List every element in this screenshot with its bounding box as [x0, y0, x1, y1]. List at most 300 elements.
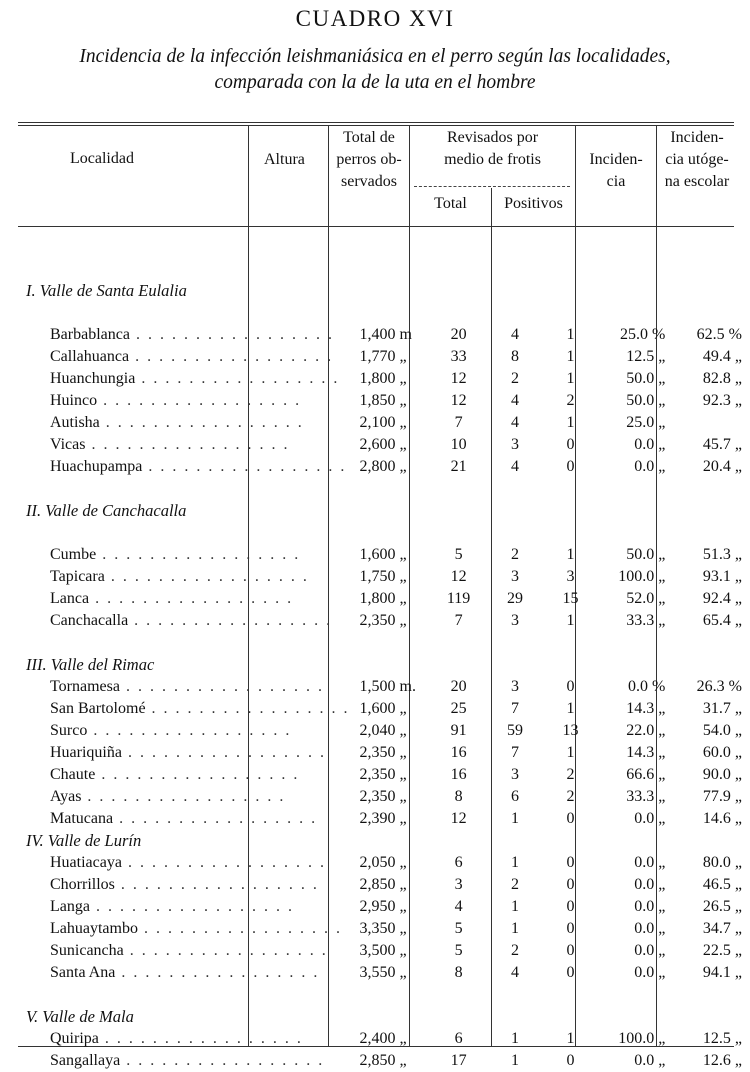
- locality-cell: [20, 412, 350, 434]
- locality-name: Autisha: [50, 414, 100, 431]
- locality-cell: [20, 720, 350, 742]
- leader-dots: . . . . . . . . . . . . . . . . .: [89, 590, 294, 607]
- examined-total-cell: 2: [511, 546, 519, 563]
- incidence-cell: 0.0 „: [634, 810, 666, 827]
- header-revisados-line1: Revisados por: [446, 129, 539, 146]
- uta-incidence-cell: 26.3 %: [696, 678, 742, 695]
- table-row: [20, 1028, 750, 1050]
- locality-name: Canchacalla: [50, 612, 129, 629]
- header-revisados-line2: medio de frotis: [444, 151, 541, 168]
- leader-dots: . . . . . . . . . . . . . . . . .: [129, 326, 334, 343]
- examined-total-cell: 1: [511, 1052, 519, 1069]
- locality-cell: [20, 676, 350, 698]
- altitude-cell: 1,850 „: [359, 392, 407, 409]
- incidence-cell: 50.0 „: [626, 392, 666, 409]
- uta-incidence-cell: 90.0 „: [702, 766, 742, 783]
- table-row: [20, 368, 750, 390]
- examined-total-cell: 8: [511, 348, 519, 365]
- locality-cell: [20, 368, 350, 390]
- locality-name: Huinco: [50, 392, 98, 409]
- locality-cell: [20, 786, 350, 808]
- incidence-cell: 0.0 „: [634, 898, 666, 915]
- uta-incidence-cell: 65.4 „: [702, 612, 742, 629]
- locality-name: Sangallaya: [50, 1052, 121, 1069]
- header-total-line2: perros ob-: [336, 151, 402, 168]
- examined-positive-cell: 0: [566, 436, 575, 453]
- table-row: [20, 918, 750, 940]
- leader-dots: . . . . . . . . . . . . . . . . .: [115, 964, 320, 981]
- uta-incidence-cell: 31.7 „: [702, 700, 742, 717]
- examined-positive-cell: 1: [566, 744, 575, 761]
- uta-incidence-cell: 77.9 „: [702, 788, 742, 805]
- uta-incidence-cell: 94.1 „: [702, 964, 742, 981]
- spacer-row: [20, 522, 750, 544]
- header-uta-line2: cia utóge-: [665, 151, 729, 168]
- leader-dots: . . . . . . . . . . . . . . . . .: [114, 876, 319, 893]
- spacer-row: [20, 478, 750, 500]
- leader-dots: . . . . . . . . . . . . . . . . .: [129, 348, 334, 365]
- locality-name: Cumbe: [50, 546, 97, 563]
- locality-name: Santa Ana: [50, 964, 116, 981]
- locality-cell: [20, 742, 350, 764]
- leader-dots: . . . . . . . . . . . . . . . . .: [123, 942, 328, 959]
- locality-cell: [20, 346, 350, 368]
- locality-cell: [20, 1028, 350, 1050]
- uta-incidence-cell: 34.7 „: [702, 920, 742, 937]
- locality-name: Chaute: [50, 766, 96, 783]
- total-dogs-cell: 7: [454, 414, 463, 431]
- locality-name: Langa: [50, 898, 90, 915]
- incidence-cell: 33.3 „: [626, 788, 666, 805]
- examined-positive-cell: 2: [566, 392, 575, 409]
- table-row: [20, 1050, 750, 1072]
- spacer-row: [20, 258, 750, 280]
- altitude-cell: 2,850 „: [359, 1052, 407, 1069]
- table-row: [20, 588, 750, 610]
- incidence-cell: 66.6 „: [626, 766, 666, 783]
- locality-cell: [20, 1050, 350, 1072]
- examined-total-cell: 4: [511, 392, 519, 409]
- locality-cell: [20, 962, 350, 984]
- leader-dots: . . . . . . . . . . . . . . . . .: [142, 458, 347, 475]
- table-subtitle: Incidencia de la infección leishmaniásica en el perro según las localidades, comparada con la de la uta en el hombre: [79, 46, 671, 93]
- examined-total-cell: 4: [511, 326, 519, 343]
- uta-incidence-cell: 46.5 „: [702, 876, 742, 893]
- uta-incidence-cell: 54.0 „: [702, 722, 742, 739]
- locality-name: Chorrillos: [50, 876, 115, 893]
- locality-name: Callahuanca: [50, 348, 130, 365]
- leader-dots: . . . . . . . . . . . . . . . . .: [121, 744, 326, 761]
- total-dogs-cell: 6: [454, 854, 463, 871]
- table-row: [20, 940, 750, 962]
- leader-dots: . . . . . . . . . . . . . . . . .: [96, 546, 301, 563]
- spacer-cell: [20, 632, 750, 654]
- leader-dots: . . . . . . . . . . . . . . . . .: [119, 678, 324, 695]
- locality-name: Tapicara: [50, 568, 105, 585]
- examined-positive-cell: 1: [566, 700, 575, 717]
- examined-total-cell: 2: [511, 876, 519, 893]
- altitude-cell: 1,750 „: [359, 568, 407, 585]
- total-dogs-cell: 20: [450, 326, 467, 343]
- section-heading: V. Valle de Mala: [26, 1007, 134, 1026]
- top-rule-2: [18, 125, 734, 126]
- incidence-cell: 25.0 „: [626, 414, 666, 431]
- uta-incidence-cell: 92.3 „: [702, 392, 742, 409]
- table-row: [20, 346, 750, 368]
- leader-dots: . . . . . . . . . . . . . . . . .: [98, 1030, 303, 1047]
- header-uta-line1: Inciden-: [670, 129, 724, 146]
- incidence-cell: 50.0 „: [626, 370, 666, 387]
- examined-positive-cell: 0: [566, 876, 575, 893]
- table-row: [20, 676, 750, 698]
- total-dogs-cell: 12: [450, 392, 467, 409]
- examined-positive-cell: 13: [562, 722, 579, 739]
- altitude-cell: 2,350 „: [359, 744, 407, 761]
- section-row: [20, 280, 750, 302]
- header-rev-total: Total: [434, 195, 467, 212]
- leader-dots: . . . . . . . . . . . . . . . . .: [137, 920, 342, 937]
- uta-incidence-cell: 45.7 „: [702, 436, 742, 453]
- examined-positive-cell: 1: [566, 326, 575, 343]
- locality-cell: [20, 698, 350, 720]
- examined-total-cell: 2: [511, 942, 519, 959]
- locality-cell: [20, 434, 350, 456]
- examined-positive-cell: 1: [566, 348, 575, 365]
- examined-total-cell: 4: [511, 964, 519, 981]
- incidence-cell: 0.0 %: [628, 678, 666, 695]
- incidence-cell: 52.0 „: [626, 590, 666, 607]
- examined-positive-cell: 0: [566, 458, 575, 475]
- altitude-cell: 2,390 „: [359, 810, 407, 827]
- table-row: [20, 324, 750, 346]
- total-dogs-cell: 6: [454, 1030, 463, 1047]
- top-rule-1: [18, 122, 734, 123]
- uta-incidence-cell: 80.0 „: [702, 854, 742, 871]
- examined-total-cell: 3: [511, 766, 519, 783]
- altitude-cell: 2,400 „: [359, 1030, 407, 1047]
- spacer-cell: [20, 984, 750, 1006]
- examined-positive-cell: 1: [566, 1030, 575, 1047]
- total-dogs-cell: 8: [454, 964, 463, 981]
- total-dogs-cell: 12: [450, 568, 467, 585]
- total-dogs-cell: 16: [450, 766, 467, 783]
- altitude-cell: 1,770 „: [359, 348, 407, 365]
- examined-total-cell: 3: [511, 612, 519, 629]
- examined-total-cell: 6: [511, 788, 519, 805]
- section-row: [20, 500, 750, 522]
- leader-dots: . . . . . . . . . . . . . . . . .: [81, 788, 286, 805]
- altitude-cell: 2,040 „: [359, 722, 407, 739]
- examined-positive-cell: 0: [566, 1052, 575, 1069]
- leader-dots: . . . . . . . . . . . . . . . . .: [121, 854, 326, 871]
- total-dogs-cell: 5: [454, 920, 463, 937]
- total-dogs-cell: 12: [450, 370, 467, 387]
- altitude-cell: 3,550 „: [359, 964, 407, 981]
- incidence-cell: 0.0 „: [634, 458, 666, 475]
- incidence-cell: 14.3 „: [626, 700, 666, 717]
- leader-dots: . . . . . . . . . . . . . . . . .: [85, 436, 290, 453]
- table-row: [20, 566, 750, 588]
- examined-total-cell: 7: [511, 744, 519, 761]
- table-row: [20, 852, 750, 874]
- uta-incidence-cell: [677, 412, 750, 434]
- examined-positive-cell: 1: [566, 546, 575, 563]
- table-row: [20, 808, 750, 830]
- altitude-cell: 3,500 „: [359, 942, 407, 959]
- uta-incidence-cell: 92.4 „: [702, 590, 742, 607]
- locality-name: Matucana: [50, 810, 114, 827]
- leader-dots: . . . . . . . . . . . . . . . . .: [89, 898, 294, 915]
- header-localidad: Localidad: [70, 150, 134, 167]
- examined-total-cell: 3: [511, 436, 519, 453]
- uta-incidence-cell: 14.6 „: [702, 810, 742, 827]
- altitude-cell: 1,800 „: [359, 370, 407, 387]
- altitude-cell: 2,350 „: [359, 766, 407, 783]
- locality-cell: [20, 918, 350, 940]
- incidence-cell: 0.0 „: [634, 942, 666, 959]
- altitude-cell: 2,350 „: [359, 612, 407, 629]
- table-row: [20, 434, 750, 456]
- spacer-row: [20, 632, 750, 654]
- examined-positive-cell: 0: [566, 678, 575, 695]
- examined-total-cell: 59: [507, 722, 523, 739]
- leader-dots: . . . . . . . . . . . . . . . . .: [97, 392, 302, 409]
- header-bottom-rule: [18, 226, 734, 227]
- table-row: [20, 742, 750, 764]
- table-row: [20, 764, 750, 786]
- header-incidencia-line1: Inciden-: [589, 151, 643, 168]
- uta-incidence-cell: 82.8 „: [702, 370, 742, 387]
- altitude-cell: 1,500 m.: [359, 678, 416, 695]
- examined-positive-cell: 1: [566, 414, 575, 431]
- incidence-cell: 0.0 „: [634, 920, 666, 937]
- incidence-cell: 50.0 „: [626, 546, 666, 563]
- altitude-cell: 2,950 „: [359, 898, 407, 915]
- locality-name: Huatiacaya: [50, 854, 122, 871]
- total-dogs-cell: 3: [454, 876, 463, 893]
- uta-incidence-cell: 62.5 %: [696, 326, 742, 343]
- section-heading: II. Valle de Canchacalla: [26, 501, 187, 520]
- table-title: CUADRO XVI: [295, 6, 455, 31]
- incidence-cell: 0.0 „: [634, 876, 666, 893]
- incidence-cell: 0.0 „: [634, 854, 666, 871]
- locality-name: Vicas: [50, 436, 86, 453]
- locality-name: Sunicancha: [50, 942, 124, 959]
- table-row: [20, 962, 750, 984]
- spacer-cell: [20, 478, 750, 500]
- incidence-cell: 22.0 „: [626, 722, 666, 739]
- total-dogs-cell: 7: [454, 612, 463, 629]
- section-row: [20, 1006, 750, 1028]
- examined-total-cell: 4: [511, 414, 519, 431]
- incidence-cell: 12.5 „: [626, 348, 666, 365]
- examined-total-cell: 1: [511, 810, 519, 827]
- locality-cell: [20, 808, 350, 830]
- examined-total-cell: 1: [511, 854, 519, 871]
- total-dogs-cell: 10: [450, 436, 467, 453]
- incidence-cell: 100.0 „: [618, 568, 666, 585]
- spacer-cell: [20, 258, 750, 280]
- incidence-cell: 100.0 „: [618, 1030, 666, 1047]
- total-dogs-cell: 21: [450, 458, 467, 475]
- locality-cell: [20, 588, 350, 610]
- leader-dots: . . . . . . . . . . . . . . . . .: [87, 722, 292, 739]
- header-uta-line3: na escolar: [664, 173, 730, 190]
- examined-total-cell: 29: [507, 590, 523, 607]
- uta-incidence-cell: 49.4 „: [702, 348, 742, 365]
- header-rev-positivos: Positivos: [504, 195, 563, 212]
- incidence-cell: 0.0 „: [634, 436, 666, 453]
- total-dogs-cell: 12: [450, 810, 467, 827]
- examined-positive-cell: 2: [566, 788, 575, 805]
- locality-cell: [20, 852, 350, 874]
- total-dogs-cell: 8: [454, 788, 463, 805]
- locality-name: San Bartolomé: [50, 700, 146, 717]
- section-row: [20, 830, 750, 852]
- uta-incidence-cell: 22.5 „: [702, 942, 742, 959]
- leader-dots: . . . . . . . . . . . . . . . . .: [113, 810, 318, 827]
- header-total-line1: Total de: [343, 129, 395, 146]
- total-dogs-cell: 16: [450, 744, 467, 761]
- locality-cell: [20, 456, 350, 478]
- examined-positive-cell: 1: [566, 612, 575, 629]
- examined-total-cell: 1: [511, 1030, 519, 1047]
- examined-positive-cell: 0: [566, 898, 575, 915]
- examined-total-cell: 4: [511, 458, 519, 475]
- locality-cell: [20, 940, 350, 962]
- examined-total-cell: 3: [511, 568, 519, 585]
- table-row: [20, 610, 750, 632]
- incidence-cell: 0.0 „: [634, 964, 666, 981]
- table-row: [20, 896, 750, 918]
- uta-incidence-cell: 26.5 „: [702, 898, 742, 915]
- incidence-table: [20, 258, 750, 1072]
- table-row: [20, 874, 750, 896]
- table-row: [20, 786, 750, 808]
- leader-dots: . . . . . . . . . . . . . . . . .: [104, 568, 309, 585]
- locality-cell: [20, 874, 350, 896]
- examined-total-cell: 3: [511, 678, 519, 695]
- locality-cell: [20, 610, 350, 632]
- examined-total-cell: 2: [511, 370, 519, 387]
- locality-name: Lahuaytambo: [50, 920, 138, 937]
- leader-dots: . . . . . . . . . . . . . . . . .: [145, 700, 350, 717]
- uta-incidence-cell: 12.5 „: [702, 1030, 742, 1047]
- total-dogs-cell: 4: [454, 898, 463, 915]
- altitude-cell: 2,100 „: [359, 414, 407, 431]
- examined-total-cell: 1: [511, 898, 519, 915]
- total-dogs-cell: 5: [454, 546, 463, 563]
- section-heading: I. Valle de Santa Eulalia: [26, 281, 187, 300]
- leader-dots: . . . . . . . . . . . . . . . . .: [128, 612, 333, 629]
- uta-incidence-cell: 93.1 „: [702, 568, 742, 585]
- spacer-row: [20, 302, 750, 324]
- locality-cell: [20, 896, 350, 918]
- locality-cell: [20, 324, 350, 346]
- incidence-cell: 14.3 „: [626, 744, 666, 761]
- incidence-cell: 25.0 %: [620, 326, 666, 343]
- altitude-cell: 2,800 „: [359, 458, 407, 475]
- altitude-cell: 1,800 „: [359, 590, 407, 607]
- examined-positive-cell: 0: [566, 920, 575, 937]
- revisados-subrule: [414, 186, 570, 187]
- locality-name: Quiripa: [50, 1030, 99, 1047]
- locality-cell: [20, 544, 350, 566]
- uta-incidence-cell: 12.6 „: [702, 1052, 742, 1069]
- table-row: [20, 720, 750, 742]
- altitude-cell: 2,850 „: [359, 876, 407, 893]
- examined-positive-cell: 0: [566, 964, 575, 981]
- locality-name: Huachupampa: [50, 458, 143, 475]
- total-dogs-cell: 33: [450, 348, 467, 365]
- total-dogs-cell: 5: [454, 942, 463, 959]
- examined-total-cell: 1: [511, 920, 519, 937]
- total-dogs-cell: 91: [450, 722, 467, 739]
- header-incidencia-line2: cia: [606, 173, 626, 190]
- locality-name: Huanchungia: [50, 370, 136, 387]
- locality-name: Barbablanca: [50, 326, 130, 343]
- spacer-cell: [20, 302, 750, 324]
- leader-dots: . . . . . . . . . . . . . . . . .: [135, 370, 340, 387]
- uta-incidence-cell: 51.3 „: [702, 546, 742, 563]
- altitude-cell: 1,600 „: [359, 546, 407, 563]
- locality-name: Huariquiña: [50, 744, 122, 761]
- total-dogs-cell: 17: [450, 1052, 467, 1069]
- total-dogs-cell: 119: [446, 590, 471, 607]
- examined-positive-cell: 0: [566, 942, 575, 959]
- table-row: [20, 698, 750, 720]
- section-heading: III. Valle del Rimac: [26, 655, 155, 674]
- locality-cell: [20, 764, 350, 786]
- altitude-cell: 1,400 m: [359, 326, 412, 343]
- examined-positive-cell: 1: [566, 370, 575, 387]
- total-dogs-cell: 25: [450, 700, 467, 717]
- examined-positive-cell: 0: [566, 810, 575, 827]
- locality-name: Lanca: [50, 590, 90, 607]
- total-dogs-cell: 20: [450, 678, 467, 695]
- incidence-cell: 33.3 „: [626, 612, 666, 629]
- locality-name: Ayas: [50, 788, 82, 805]
- incidence-cell: 0.0 „: [634, 1052, 666, 1069]
- leader-dots: . . . . . . . . . . . . . . . . .: [95, 766, 300, 783]
- locality-name: Surco: [50, 722, 88, 739]
- table-body: [20, 258, 750, 1072]
- examined-positive-cell: 15: [562, 590, 579, 607]
- locality-cell: [20, 390, 350, 412]
- examined-positive-cell: 3: [566, 568, 575, 585]
- table-row: [20, 456, 750, 478]
- section-heading: IV. Valle de Lurín: [26, 831, 142, 850]
- table-row: [20, 412, 750, 434]
- table-row: [20, 390, 750, 412]
- spacer-row: [20, 984, 750, 1006]
- leader-dots: . . . . . . . . . . . . . . . . .: [120, 1052, 325, 1069]
- uta-incidence-cell: 20.4 „: [702, 458, 742, 475]
- spacer-cell: [20, 522, 750, 544]
- examined-total-cell: 7: [511, 700, 519, 717]
- altitude-cell: 2,050 „: [359, 854, 407, 871]
- section-row: [20, 654, 750, 676]
- altitude-cell: 3,350 „: [359, 920, 407, 937]
- altitude-cell: 1,600 „: [359, 700, 407, 717]
- header-altura: Altura: [264, 151, 305, 168]
- altitude-cell: 2,600 „: [359, 436, 407, 453]
- examined-positive-cell: 0: [566, 854, 575, 871]
- examined-positive-cell: 2: [566, 766, 575, 783]
- leader-dots: . . . . . . . . . . . . . . . . .: [99, 414, 304, 431]
- uta-incidence-cell: 60.0 „: [702, 744, 742, 761]
- table-row: [20, 544, 750, 566]
